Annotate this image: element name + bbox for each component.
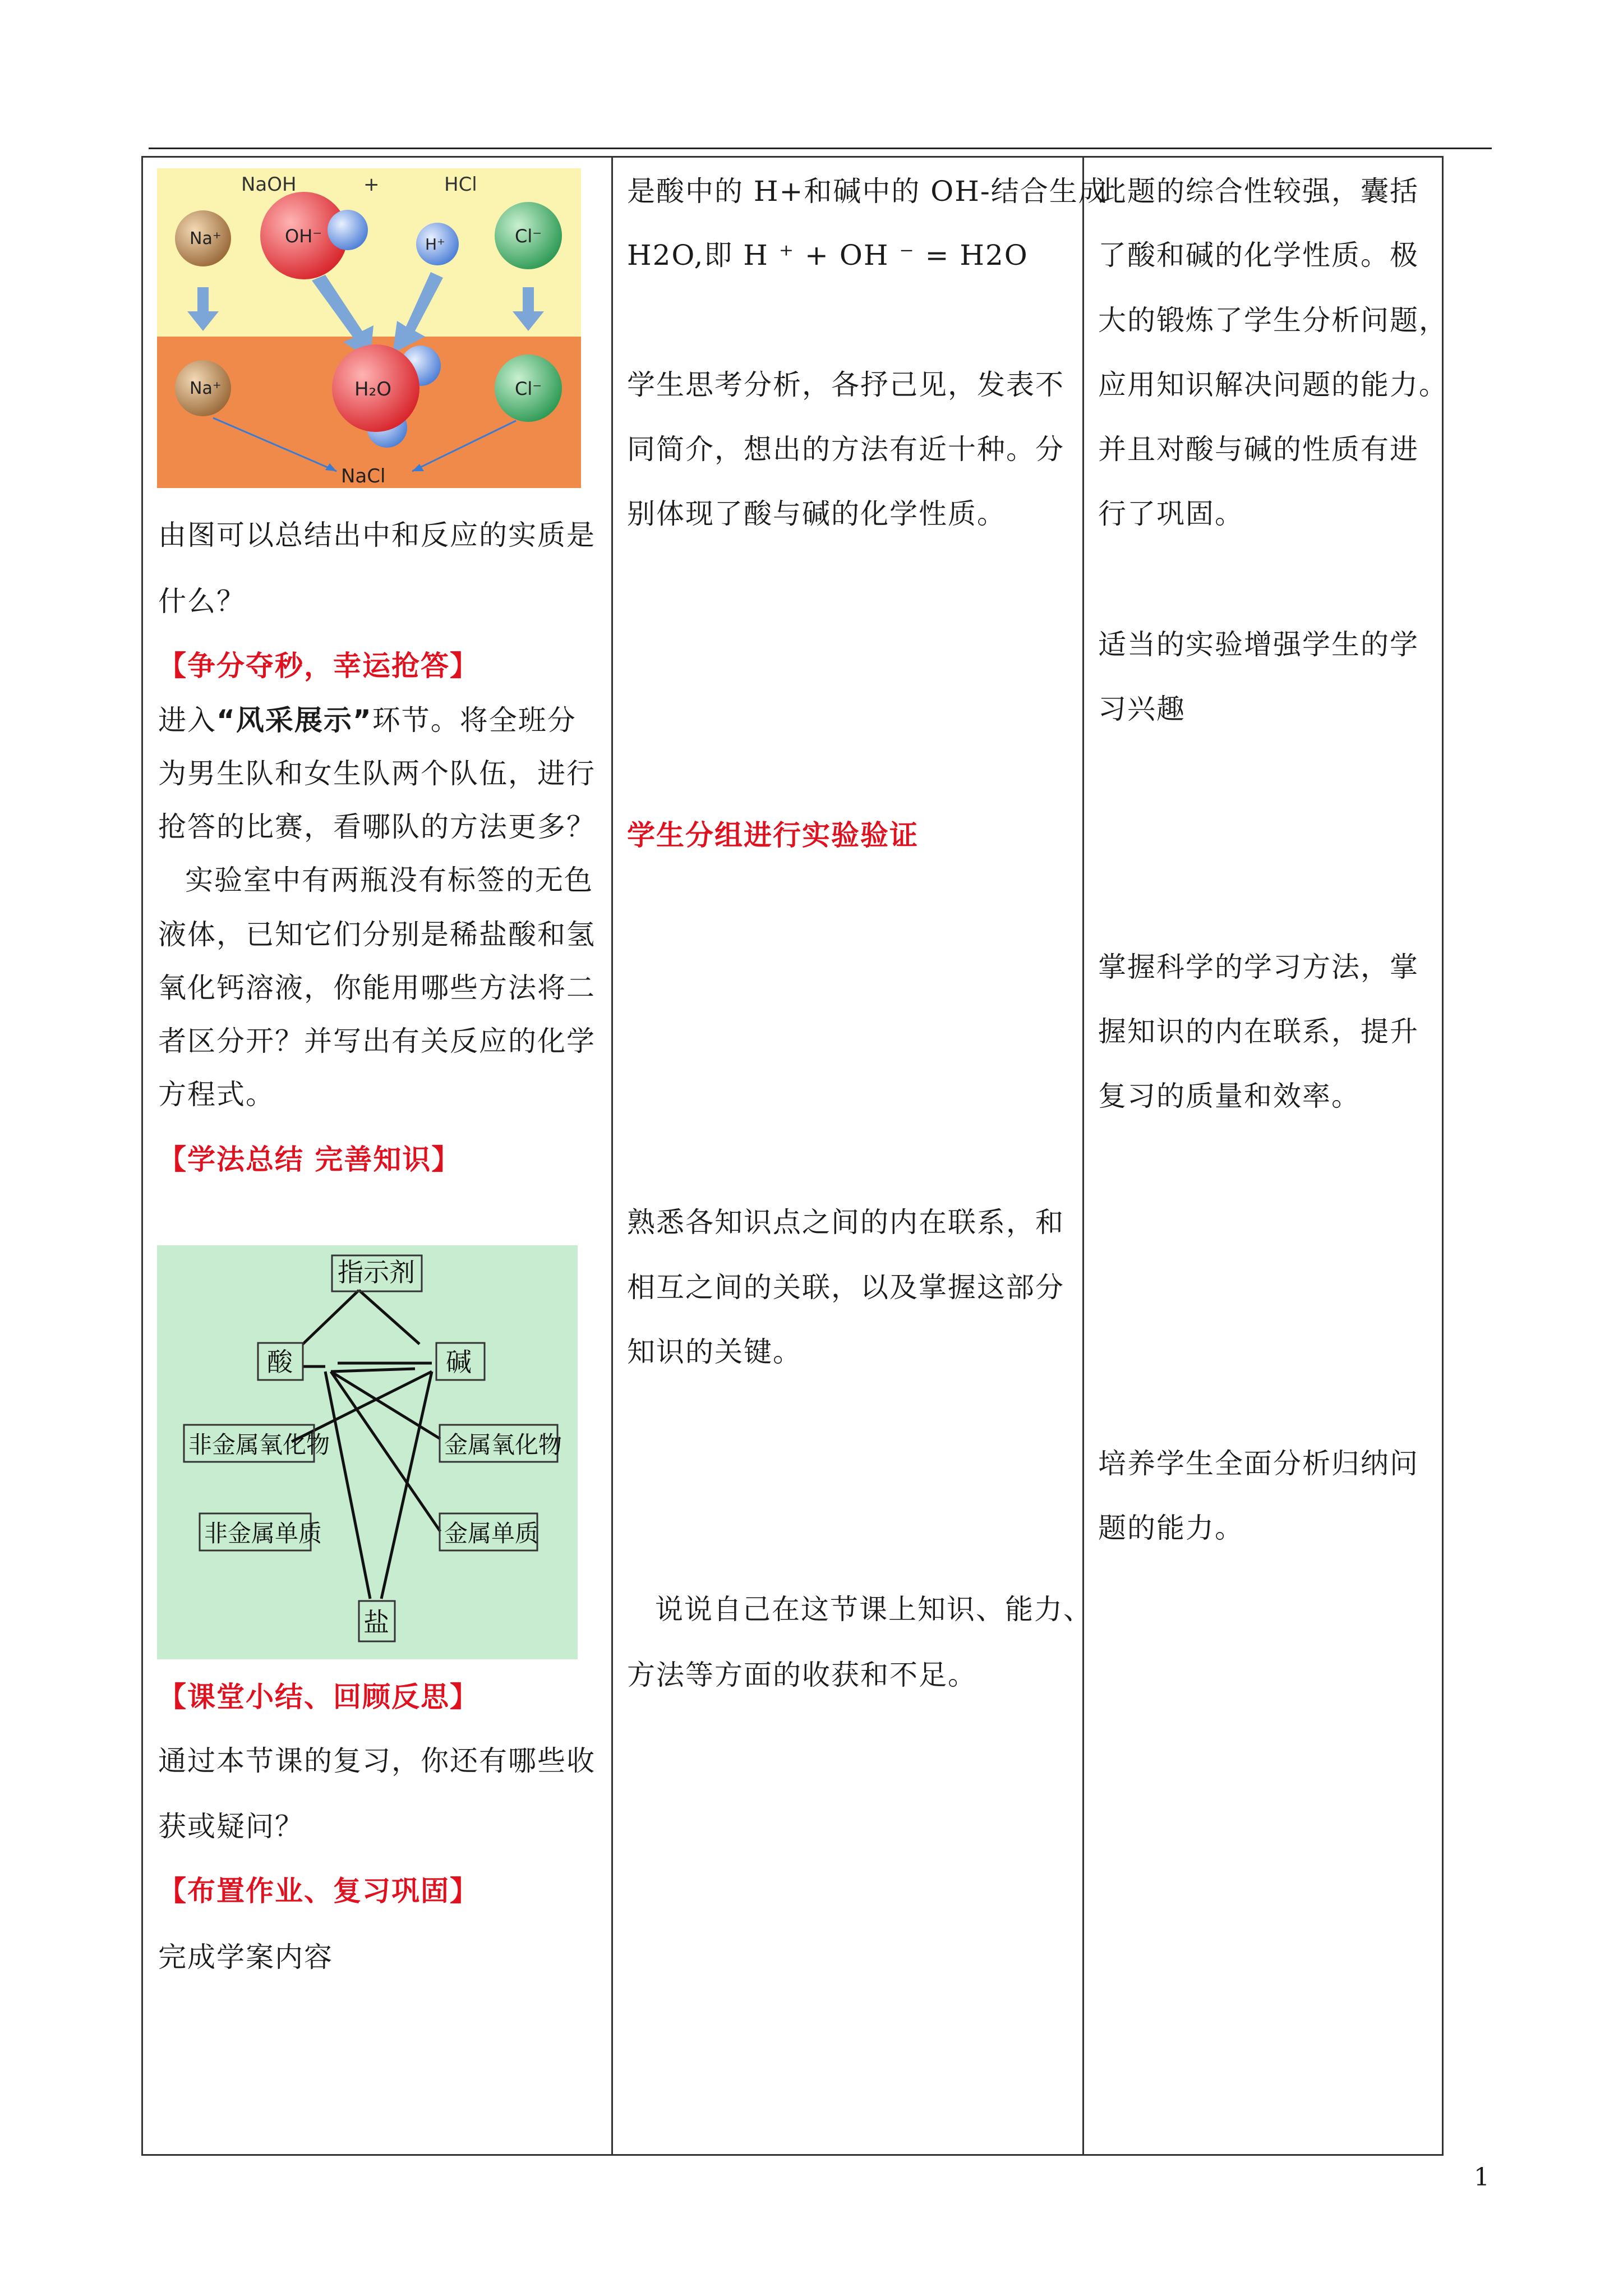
label-plus: + [363, 173, 380, 196]
label-h-ion: H⁺ [425, 235, 445, 254]
col2-group-experiment: 学生分组进行实验验证 [627, 819, 919, 852]
heading-method-summary: 【学法总结 完善知识】 [158, 1143, 461, 1176]
col3-line-6: 行了巩固。 [1098, 498, 1244, 530]
col2-line-4: 同简介，想出的方法有近十种。分 [627, 433, 1064, 466]
col3-line-2: 了酸和碱的化学性质。极 [1098, 239, 1419, 272]
heading-homework: 【布置作业、复习巩固】 [158, 1875, 479, 1907]
lab-line-3: 氧化钙溶液，你能用哪些方法将二 [158, 972, 596, 1004]
col2-line-2: H2O,即 H ⁺ + OH ⁻ = H2O [627, 239, 1029, 272]
lab-line-5: 方程式。 [158, 1078, 275, 1111]
lab-line-4: 者区分开？并写出有关反应的化学 [158, 1025, 596, 1057]
label-acid: 酸 [267, 1347, 293, 1377]
col3-line-10: 握知识的内在联系，提升 [1098, 1015, 1419, 1048]
col2-line-3: 学生思考分析，各抒己见，发表不 [627, 369, 1064, 401]
label-water: H₂O [354, 378, 391, 401]
col2-line-7: 熟悉各知识点之间的内在联系，和 [627, 1206, 1064, 1239]
neutralization-figure [157, 168, 581, 488]
activity-line-2: 为男生队和女生队两个队伍，进行 [158, 757, 596, 790]
col3-line-4: 应用知识解决问题的能力。 [1098, 369, 1448, 401]
col3-line-12: 培养学生全面分析归纳问 [1098, 1447, 1419, 1480]
homework-line-1: 完成学案内容 [158, 1941, 333, 1973]
col2-line-8: 相互之间的关联，以及掌握这部分 [627, 1271, 1064, 1304]
label-cl-product: Cl⁻ [515, 378, 542, 399]
label-indicator: 指示剂 [338, 1257, 415, 1287]
lab-line-1: 实验室中有两瓶没有标签的无色 [185, 864, 593, 896]
col2-line-5: 别体现了酸与碱的化学性质。 [627, 498, 1006, 530]
question-line-1: 由图可以总结出中和反应的实质是 [158, 519, 596, 551]
label-naoh: NaOH [241, 173, 297, 196]
label-metal: 金属单质 [444, 1520, 539, 1547]
heading-quick-answer: 【争分夺秒，幸运抢答】 [158, 650, 479, 682]
label-nonmetal: 非金属单质 [204, 1520, 322, 1547]
col3-line-11: 复习的质量和效率。 [1098, 1080, 1361, 1112]
activity-line-3: 抢答的比赛，看哪队的方法更多？ [158, 811, 596, 843]
label-salt: 盐 [363, 1607, 389, 1637]
label-cl-ion: Cl⁻ [515, 226, 542, 247]
col3-line-5: 并且对酸与碱的性质有进 [1098, 433, 1419, 466]
label-na-ion: Na⁺ [190, 229, 222, 249]
label-na-product: Na⁺ [190, 379, 222, 398]
col3-line-1: 此题的综合性较强，囊括 [1098, 175, 1419, 208]
col3-line-9: 掌握科学的学习方法，掌 [1098, 951, 1419, 983]
col2-line-9: 知识的关键。 [627, 1336, 802, 1368]
header-rule [149, 148, 1492, 149]
reflection-line-2: 获或疑问？ [158, 1810, 304, 1843]
column-divider-2 [1082, 156, 1084, 2156]
label-base: 碱 [446, 1347, 472, 1377]
col2-line-10: 说说自己在这节课上知识、能力、 [655, 1593, 1092, 1626]
label-oh-ion: OH⁻ [285, 226, 322, 247]
activity-line-1b: “风采展示” [216, 704, 372, 737]
reflection-line-1: 通过本节课的复习，你还有哪些收 [158, 1745, 596, 1777]
activity-line-1c: 环节。将全班分 [372, 704, 577, 737]
col3-line-3: 大的锻炼了学生分析问题， [1098, 304, 1448, 337]
col2-line-11: 方法等方面的收获和不足。 [627, 1659, 977, 1691]
knowledge-network-figure [157, 1245, 578, 1659]
label-hcl: HCl [444, 173, 477, 196]
question-line-2: 什么？ [158, 585, 246, 618]
col3-line-8: 习兴趣 [1098, 693, 1186, 725]
label-nacl: NaCl [341, 465, 386, 487]
activity-line-1a: 进入 [158, 704, 216, 737]
heading-reflection: 【课堂小结、回顾反思】 [158, 1681, 479, 1713]
label-metal-oxide: 金属氧化物 [444, 1431, 562, 1458]
page-number: 1 [1474, 2163, 1490, 2192]
col3-line-13: 题的能力。 [1098, 1512, 1244, 1544]
column-divider-1 [611, 156, 613, 2156]
lab-line-2: 液体，已知它们分别是稀盐酸和氢 [158, 918, 596, 951]
col2-line-1: 是酸中的 H+和碱中的 OH-结合生成 [627, 175, 1108, 208]
col3-line-7: 适当的实验增强学生的学 [1098, 628, 1419, 661]
label-nonmetal-oxide: 非金属氧化物 [188, 1431, 330, 1458]
oh-hydrogen [328, 210, 368, 250]
